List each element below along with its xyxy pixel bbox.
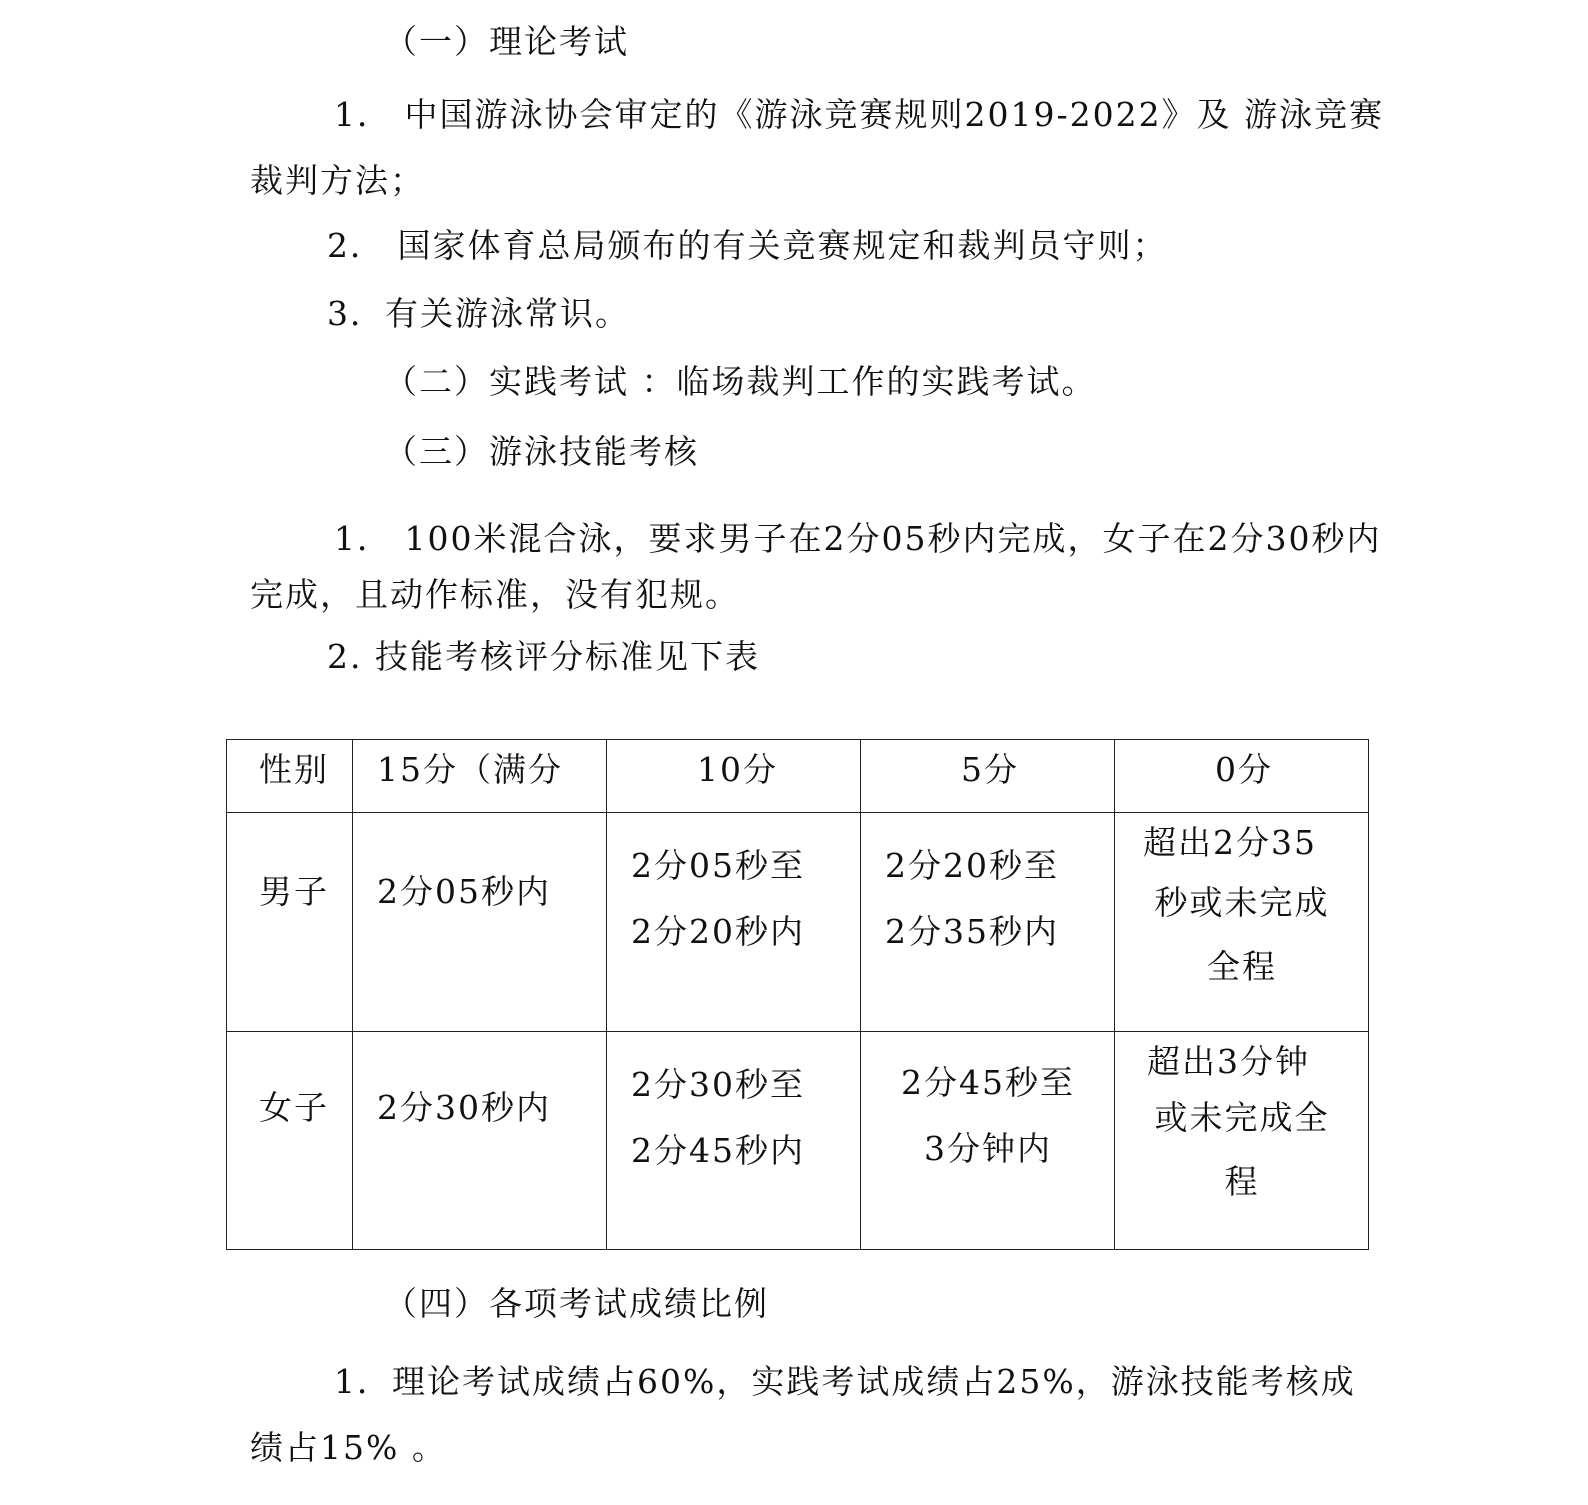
section-1-item-1-line-1: 1． 中国游泳协会审定的《游泳竞赛规则2019-2022》及 游泳竞赛 xyxy=(334,95,1385,134)
section-1-item-1 xyxy=(250,82,1384,214)
section-1-item-2: 2． 国家体育总局颁布的有关竞赛规定和裁判员守则； xyxy=(327,226,1168,265)
section-2-title: （二）实践考试 ：临场裁判工作的实践考试。 xyxy=(384,362,1097,401)
cell-female-full: 2分30秒内 xyxy=(353,1032,607,1250)
cell-female-gender: 女子 xyxy=(227,1032,353,1250)
header-cell-ten: 10分 xyxy=(607,740,861,813)
section-3-item-2: 2. 技能考核评分标准见下表 xyxy=(327,637,760,676)
section-4-item-1 xyxy=(250,1349,1356,1481)
header-cell-gender: 性别 xyxy=(227,740,353,813)
section-1-title: （一）理论考试 xyxy=(384,22,629,61)
section-4-item-1-line-2: 绩占15% 。 xyxy=(250,1428,447,1467)
section-3-title: （三）游泳技能考核 xyxy=(384,432,699,471)
section-4-title: （四）各项考试成绩比例 xyxy=(384,1284,769,1323)
section-4-item-1-line-1: 1．理论考试成绩占60%，实践考试成绩占25%，游泳技能考核成 xyxy=(334,1362,1356,1401)
table-row-female xyxy=(227,1032,1369,1250)
cell-male-five: 2分20秒至 2分35秒内 xyxy=(861,813,1115,1032)
header-cell-full-score: 15分（满分 xyxy=(353,740,607,813)
cell-male-ten: 2分05秒至 2分20秒内 xyxy=(607,813,861,1032)
cell-male-full: 2分05秒内 xyxy=(353,813,607,1032)
section-1-item-3: 3．有关游泳常识。 xyxy=(327,294,630,333)
header-cell-zero: 0分 xyxy=(1115,740,1369,813)
header-cell-five: 5分 xyxy=(861,740,1115,813)
section-1-item-1-line-2: 裁判方法； xyxy=(250,161,425,200)
cell-male-gender: 男子 xyxy=(227,813,353,1032)
cell-male-zero: 超出2分35 秒或未完成 全程 xyxy=(1115,813,1369,1032)
table-row-male xyxy=(227,813,1369,1032)
section-3-item-1 xyxy=(250,506,1381,628)
cell-female-five: 2分45秒至 3分钟内 xyxy=(861,1032,1115,1250)
cell-female-zero: 超出3分钟 或未完成全 程 xyxy=(1115,1032,1369,1250)
skill-scoring-table xyxy=(226,739,1369,1250)
section-3-item-1-line-2: 完成，且动作标准，没有犯规。 xyxy=(250,575,740,614)
section-3-item-1-line-1: 1． 100米混合泳，要求男子在2分05秒内完成，女子在2分30秒内 xyxy=(334,519,1382,558)
table-header-row xyxy=(227,740,1369,813)
cell-female-ten: 2分30秒至 2分45秒内 xyxy=(607,1032,861,1250)
